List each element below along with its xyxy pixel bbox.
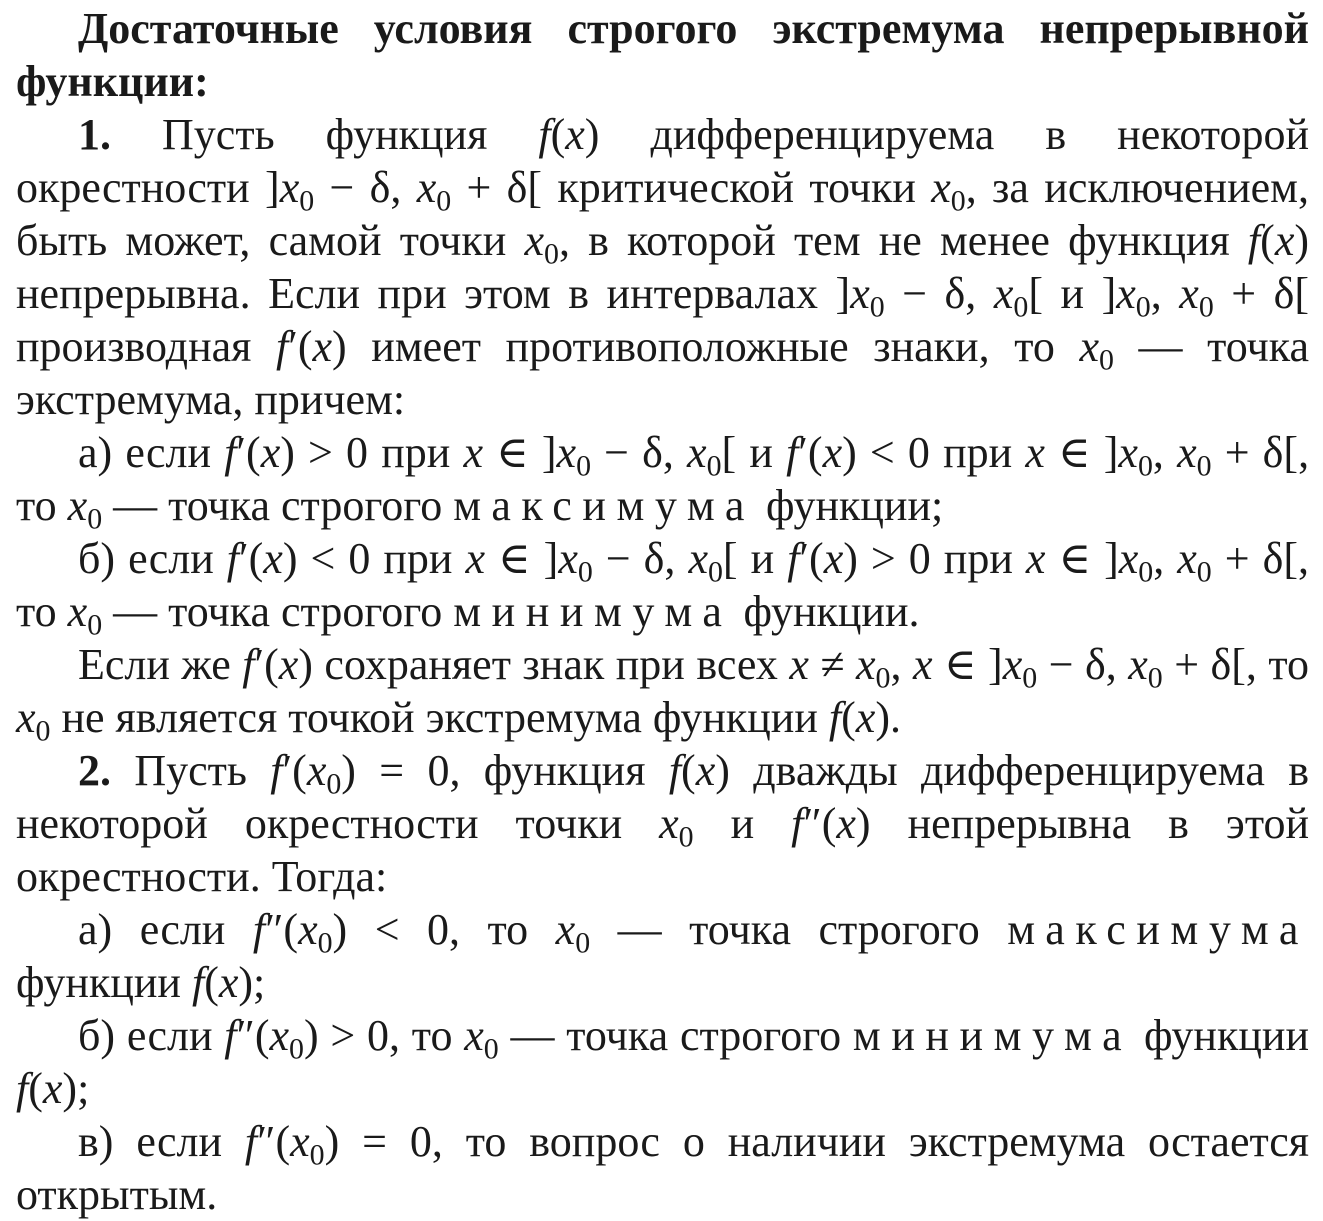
text-fragment: непрерывна. Если при этом в интервалах (16, 269, 836, 318)
text-fragment: производная (16, 322, 276, 371)
text-fragment: , то вопрос о наличии экстремума остается открытым. (16, 1117, 1310, 1219)
item-2a-paragraph: а) если $f''(x_0) < 0$, то $x_0$ — точка строгого максимума функции f(x); (16, 905, 1310, 1007)
emphasis-min: минимума (852, 1011, 1133, 1060)
section-heading: Достаточные условия строгого экстремума непрерывной функции: (16, 4, 1309, 106)
text-fragment: если (126, 1011, 225, 1060)
emphasis-max: максимума (453, 481, 756, 530)
text-fragment: и (736, 428, 787, 477)
document-page (0, 2, 1323, 1219)
text-fragment: при (368, 428, 464, 477)
item-2c-paragraph: в) если $f''(x_0) = 0$, то вопрос о наличии экстремума остается открытым. (16, 1117, 1310, 1219)
text-fragment: — точка строгого (102, 587, 454, 636)
item-number: 1. (78, 110, 111, 159)
text-fragment: дифференцируема в некоторой окрестности (16, 110, 1309, 212)
subitem-label: а) (78, 428, 113, 477)
emphasis-max: максимума (1007, 905, 1310, 954)
item-2-paragraph: 2. Пусть $f'(x_0) = 0$, функция f(x) дважды дифференцируема в некоторой окрестности точки $x_0$ и f″(x) непрерывна в этой окрестности. Тогда: (16, 746, 1310, 901)
subitem-label: б) (78, 1011, 116, 1060)
text-fragment: , в которой тем не менее функция (558, 216, 1248, 265)
text-fragment: то (1268, 640, 1310, 689)
text-fragment: то (16, 587, 68, 636)
subitem-label: б) (78, 534, 116, 583)
item-1-note-paragraph: Если же f′(x) сохраняет знак при всех $x \ne x_0$, x ∈ ]$x_0 - \delta$, $x_0 + \delta$[, то $x_0$ не является точкой экстремума функции f(x). (16, 640, 1310, 748)
subitem-label: в) (78, 1117, 114, 1166)
text-fragment: при (370, 534, 466, 583)
text-fragment: при (929, 428, 1026, 477)
text-fragment: — точка строгого (590, 905, 1008, 954)
subitem-label: а) (78, 905, 113, 954)
text-fragment: функции. (732, 587, 920, 636)
text-fragment: если (139, 905, 253, 954)
text-fragment: , функция (449, 746, 669, 795)
text-fragment: непрерывна в этой окрестности. Тогда: (16, 799, 1310, 901)
text-fragment: и (737, 534, 788, 583)
text-fragment: функции (1132, 1011, 1309, 1060)
text-fragment: если (125, 428, 225, 477)
text-fragment: критической точки (542, 163, 932, 212)
text-fragment: , то (449, 905, 556, 954)
text-fragment: Пусть функция (162, 110, 539, 159)
text-fragment: , за исключением, быть может, самой точки (16, 163, 1310, 265)
item-2b-paragraph: б) если $f''(x_0) > 0$, то $x_0$ — точка строгого минимума функции f(x); (16, 1011, 1309, 1113)
item-1-paragraph: 1. Пусть функция f(x) дифференцируема в некоторой окрестности ]$x_0 - \delta$, $x_0 + \delta$[ критической точки $x_0$, за исключением, быть может, самой точки $x_0$, в которой тем не менее функция f(x) непрерывна. Если при этом в интервалах ]$x_0 - \delta$, $x_0$[ и ]$x_0$, $x_0 + \delta$[ производная f′(x) имеет противоположные знаки, то $x_0$ — точка экстремума, причем: (16, 110, 1310, 424)
text-fragment: то (16, 481, 68, 530)
text-fragment: — точка экстремума, причем: (16, 322, 1309, 424)
text-fragment: Если же (78, 640, 243, 689)
text-fragment: Пусть (134, 746, 271, 795)
emphasis-min: минимума (453, 587, 733, 636)
text-fragment: если (128, 534, 227, 583)
text-fragment: и (693, 799, 792, 848)
text-fragment: не является точкой экстремума функции (50, 693, 829, 742)
item-1b-paragraph: б) если f′(x) < 0 при x ∈ ]$x_0 - \delta$, $x_0$[ и f′(x) > 0 при x ∈ ]$x_0$, $x_0 + \delta$[, то $x_0$ — точка строгого минимума функции. (16, 534, 1309, 642)
item-1a-paragraph: а) если f′(x) > 0 при x ∈ ]$x_0 - \delta$, $x_0$[ и f′(x) < 0 при x ∈ ]$x_0$, $x_0 + \delta$[, то $x_0$ — точка строгого максимума функции; (16, 428, 1310, 536)
text-fragment: сохраняет знак при всех (312, 640, 790, 689)
text-fragment: имеет противоположные знаки, то (346, 322, 1080, 371)
text-fragment: дважды дифференцируема в некоторой окрестности точки (16, 746, 1309, 848)
text-fragment: функции (16, 958, 192, 1007)
text-fragment: функции; (755, 481, 944, 530)
text-fragment: — точка строгого (102, 481, 454, 530)
text-fragment: и (1042, 269, 1102, 318)
text-fragment: если (136, 1117, 245, 1166)
text-fragment: при (930, 534, 1026, 583)
text-fragment: , то (389, 1011, 465, 1060)
item-number: 2. (78, 746, 111, 795)
text-fragment: — точка строгого (498, 1011, 853, 1060)
